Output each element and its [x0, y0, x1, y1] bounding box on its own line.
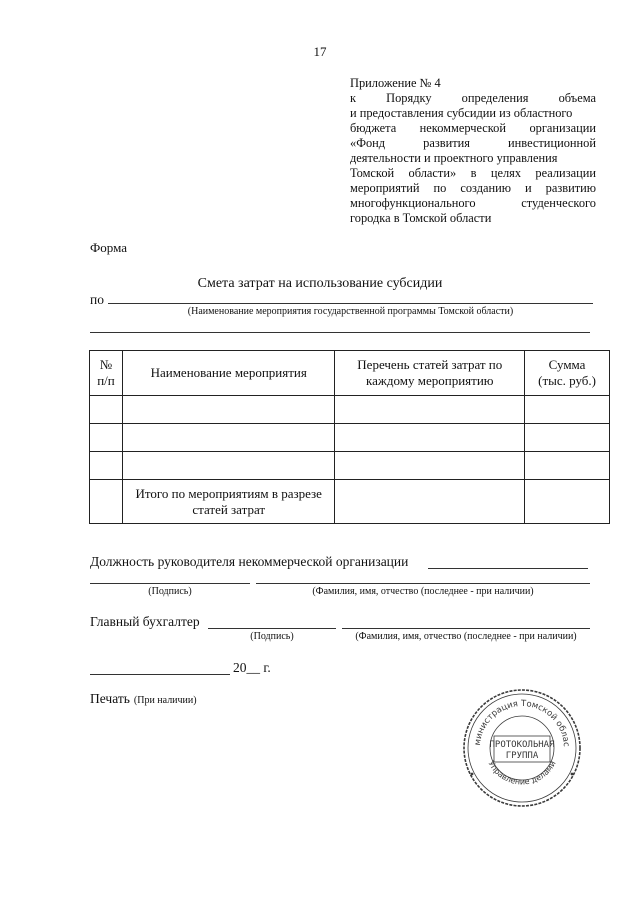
- appendix-block: [350, 76, 596, 226]
- table-cell[interactable]: [525, 424, 610, 452]
- form-label: Форма: [90, 240, 127, 255]
- head-position-label: Должность руководителя некоммерческой организации: [90, 554, 409, 569]
- table-total-row: [90, 480, 610, 524]
- appendix-line-6: [350, 166, 596, 181]
- appendix-title: Приложение № 4: [350, 76, 441, 90]
- table-cell[interactable]: [525, 480, 610, 524]
- document-title: Смета затрат на использование субсидии: [197, 276, 443, 291]
- seal-label: Печать: [90, 691, 130, 706]
- table-row: [90, 452, 610, 480]
- head-position-line[interactable]: [428, 568, 588, 569]
- date-line[interactable]: [90, 674, 230, 675]
- word: области»: [408, 166, 457, 180]
- stamp-star-right: [571, 773, 574, 776]
- word: и: [525, 181, 532, 195]
- word: объема: [558, 91, 596, 105]
- total-label: Итого по мероприятиям в разрезе статей затрат: [122, 480, 335, 524]
- col-header-sum: Сумма (тыс. руб.): [525, 351, 610, 396]
- accountant-fio-hint: (Фамилия, имя, отчество (последнее - при наличии): [355, 631, 577, 642]
- word: «Фонд: [350, 136, 386, 150]
- table-cell[interactable]: [90, 396, 123, 424]
- word: бюджета: [350, 121, 397, 135]
- table-cell[interactable]: [122, 424, 335, 452]
- table-cell[interactable]: [122, 452, 335, 480]
- stamp-ring-text: министрация Томской облас: [472, 698, 572, 748]
- program-name-line[interactable]: [108, 303, 593, 304]
- table-cell[interactable]: [525, 396, 610, 424]
- accountant-signature-hint: (Подпись): [250, 631, 294, 642]
- accountant-fio-line[interactable]: [342, 628, 590, 629]
- stamp-center-line-2: ГРУППА: [505, 751, 539, 761]
- appendix-line-9: городка в Томской области: [350, 211, 492, 225]
- word: Порядку: [386, 91, 432, 105]
- word: многофункционального: [350, 196, 476, 210]
- head-fio-line[interactable]: [256, 583, 590, 584]
- program-name-line-2[interactable]: [90, 332, 590, 333]
- appendix-line-4: [350, 136, 596, 151]
- table-cell[interactable]: [335, 424, 525, 452]
- stamp-graphic: [460, 686, 584, 810]
- table-cell[interactable]: [335, 396, 525, 424]
- stamp-seal: [460, 686, 584, 810]
- program-name-hint: (Наименование мероприятия государственной программы Томской области): [187, 306, 514, 317]
- head-fio-hint: (Фамилия, имя, отчество (последнее - при наличии): [312, 586, 534, 597]
- word: развитию: [545, 181, 596, 195]
- word: в: [470, 166, 477, 180]
- accountant-label: Главный бухгалтер: [90, 614, 200, 629]
- word: реализации: [535, 166, 596, 180]
- appendix-line-7: [350, 181, 596, 196]
- word: созданию: [460, 181, 512, 195]
- table-cell[interactable]: [335, 480, 525, 524]
- po-label: по: [90, 292, 104, 307]
- stamp-bottom-text: Управление делами: [486, 759, 558, 787]
- word: по: [433, 181, 447, 195]
- appendix-line-1: [350, 91, 596, 106]
- accountant-signature-line[interactable]: [208, 628, 336, 629]
- seal-hint: (При наличии): [133, 695, 197, 706]
- word: студенческого: [521, 196, 596, 210]
- table-cell[interactable]: [90, 424, 123, 452]
- word: Томской: [350, 166, 395, 180]
- table-header-row: [90, 351, 610, 396]
- word: мероприятий: [350, 181, 420, 195]
- head-signature-line[interactable]: [90, 583, 250, 584]
- word: развития: [423, 136, 470, 150]
- estimate-table: [89, 350, 610, 524]
- table-row: [90, 424, 610, 452]
- word: инвестиционной: [508, 136, 596, 150]
- word: некоммерческой: [419, 121, 506, 135]
- appendix-line-8: [350, 196, 596, 211]
- word: к: [350, 91, 357, 105]
- appendix-line-3: [350, 121, 596, 136]
- stamp-star-left: [471, 773, 474, 776]
- page-number: 17: [313, 44, 327, 59]
- col-header-cost-items: Перечень статей затрат по каждому мероприятию: [335, 351, 525, 396]
- table-cell[interactable]: [90, 480, 123, 524]
- table-row: [90, 396, 610, 424]
- table-cell[interactable]: [90, 452, 123, 480]
- word: определения: [461, 91, 529, 105]
- head-signature-hint: (Подпись): [148, 586, 192, 597]
- col-header-activity: Наименование мероприятия: [122, 351, 335, 396]
- table-cell[interactable]: [525, 452, 610, 480]
- table-cell[interactable]: [335, 452, 525, 480]
- table-cell[interactable]: [122, 396, 335, 424]
- seal-block: [90, 690, 197, 708]
- appendix-line-5: деятельности и проектного управления: [350, 151, 558, 165]
- word: целях: [490, 166, 522, 180]
- date-year: 20__ г.: [233, 660, 271, 675]
- appendix-line-2: и предоставления субсидии из областного: [350, 106, 573, 120]
- col-header-number: № п/п: [90, 351, 123, 396]
- stamp-center-line-1: ПРОТОКОЛЬНАЯ: [489, 740, 555, 750]
- word: организации: [529, 121, 596, 135]
